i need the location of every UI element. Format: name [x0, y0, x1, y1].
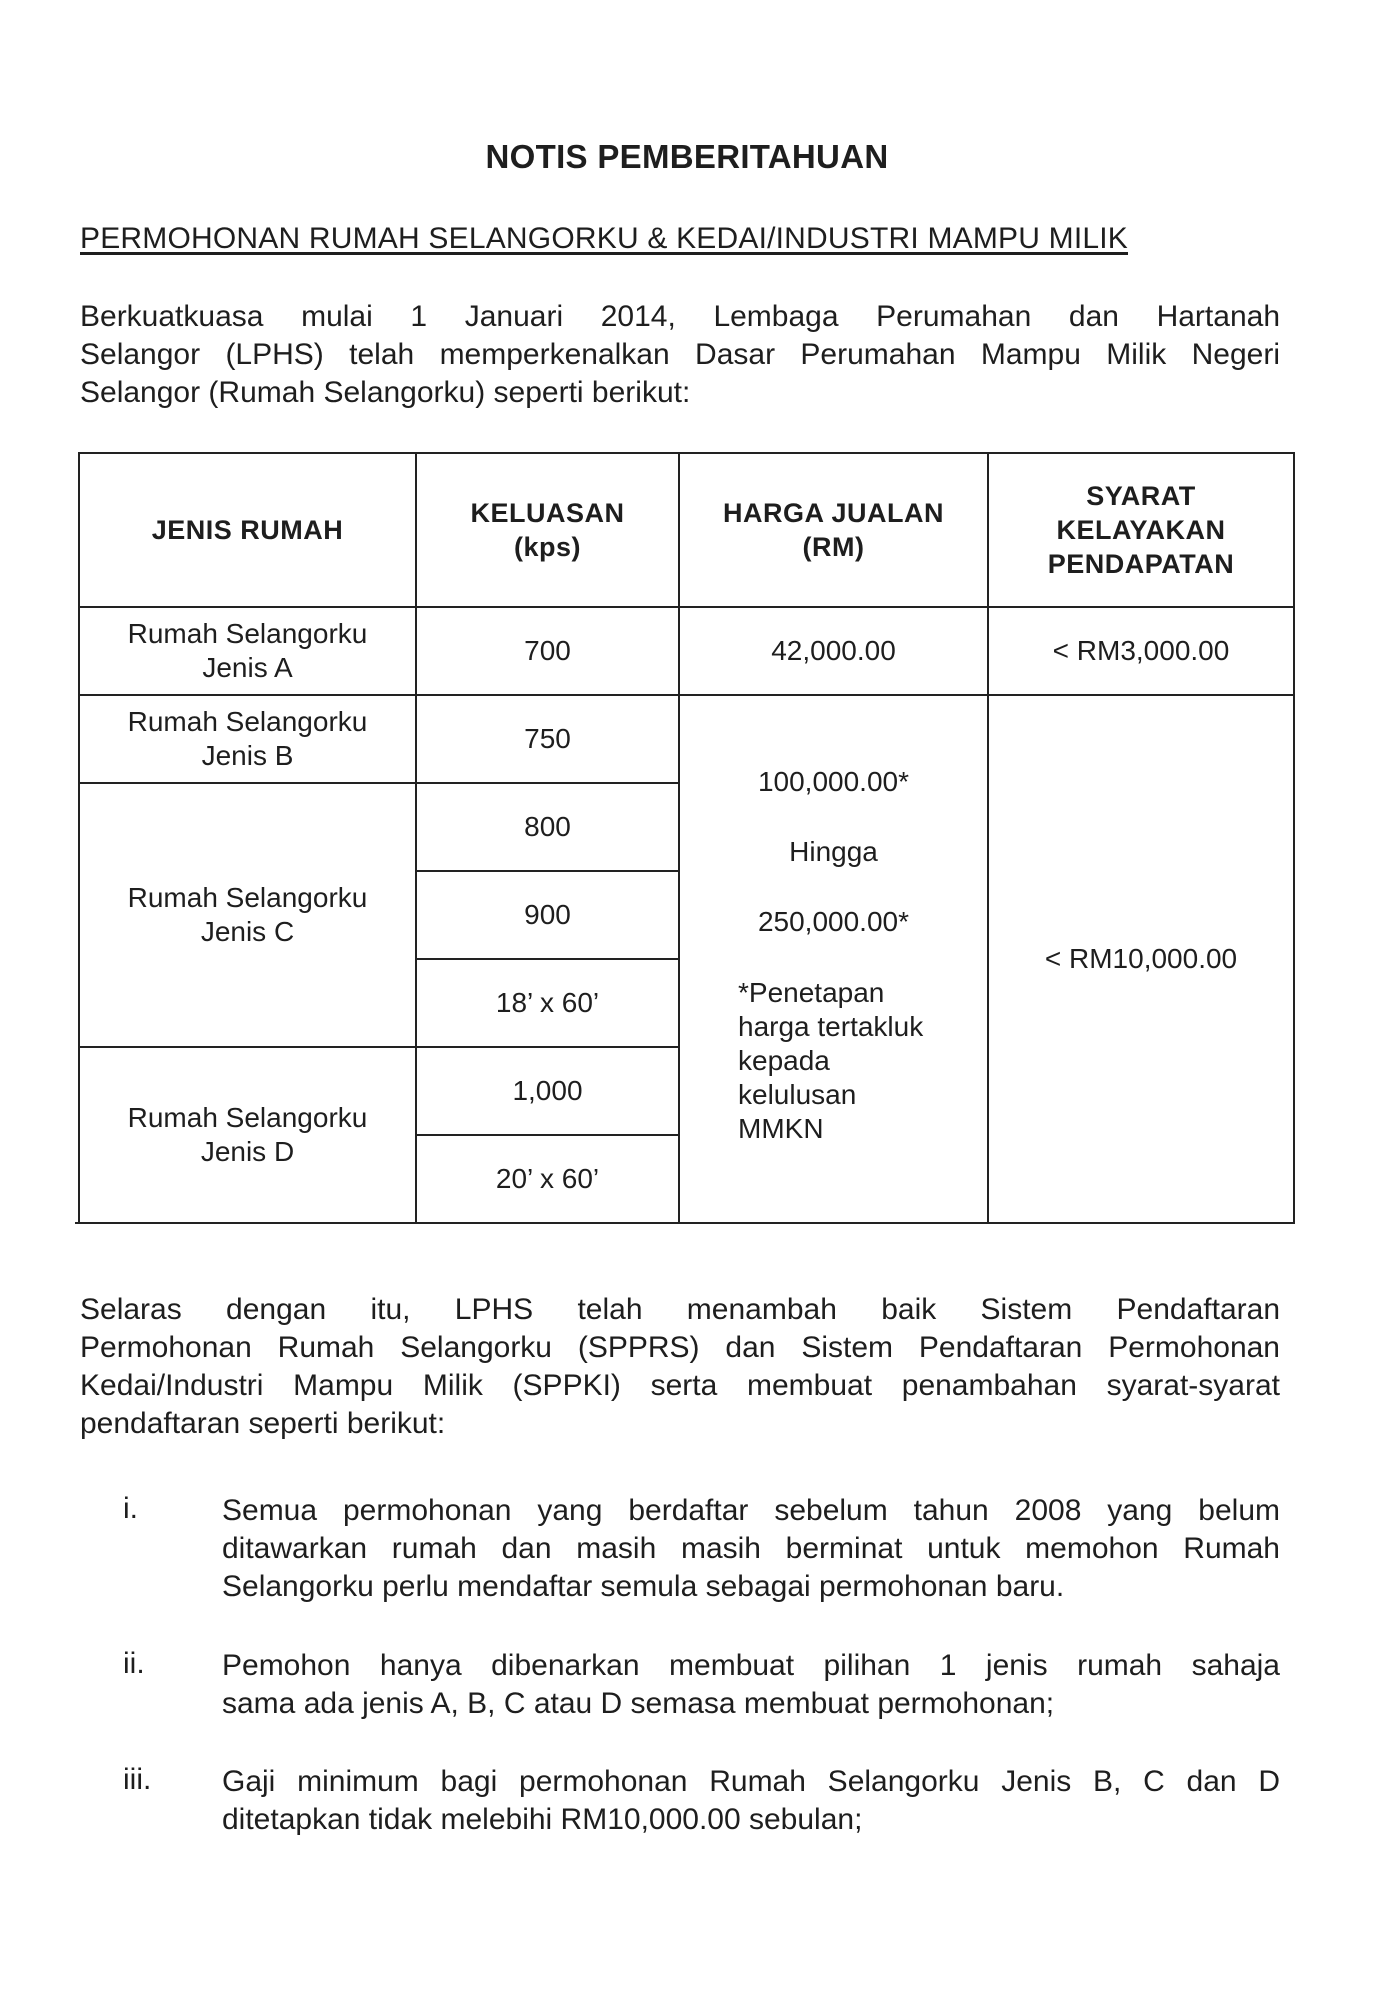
price-note-line: *Penetapan: [738, 977, 885, 1008]
row-divider: [415, 870, 680, 872]
notice-subtitle: PERMOHONAN RUMAH SELANGORKU & KEDAI/INDUSTRI MAMPU MILIK: [80, 222, 1129, 255]
type-text: Jenis A: [202, 652, 293, 683]
header-text: JENIS RUMAH: [151, 515, 344, 545]
type-text: Jenis D: [200, 1136, 295, 1167]
type-text: Jenis C: [200, 916, 295, 947]
item-number: ii.: [123, 1647, 145, 1680]
intro-line: Selangor (LPHS) telah memperkenalkan Dasar Perumahan Mampu Milik Negeri: [80, 338, 1280, 371]
item-line: Pemohon hanya dibenarkan membuat pilihan 1 jenis rumah sahaja: [222, 1649, 1280, 1682]
header-text: PENDAPATAN: [1047, 549, 1235, 579]
col-divider: [987, 452, 989, 1224]
type-text: Rumah Selangorku: [127, 882, 368, 913]
area-cell: 1,000: [512, 1075, 583, 1106]
type-a-cell: [80, 608, 415, 694]
row-divider: [415, 1134, 680, 1136]
table-border-left: [78, 452, 80, 1224]
area-cell: 700: [524, 635, 571, 666]
header-keluasan: [417, 454, 678, 606]
price-range-from: 100,000.00*: [757, 766, 910, 797]
header-jenis-rumah: [80, 454, 415, 606]
row-divider: [79, 782, 417, 784]
row-divider: [415, 782, 680, 784]
item-line: ditawarkan rumah dan masih masih berminat untuk memohon Rumah: [222, 1532, 1280, 1565]
list-item: [222, 1763, 1280, 1839]
header-text: KELUASAN: [470, 498, 625, 528]
table-border-right: [1293, 452, 1295, 1224]
header-text: (kps): [513, 532, 581, 562]
item-number: i.: [123, 1492, 138, 1525]
type-c-cell: [80, 784, 415, 1046]
income-bcd-cell: < RM10,000.00: [1044, 943, 1238, 974]
item-line: ditetapkan tidak melebihi RM10,000.00 sebulan;: [222, 1803, 863, 1836]
header-text: KELAYAKAN: [1056, 515, 1226, 545]
item-line: Gaji minimum bagi permohonan Rumah Selangorku Jenis B, C dan D: [222, 1765, 1280, 1798]
price-range-to: 250,000.00*: [757, 906, 910, 937]
header-text: (RM): [802, 532, 865, 562]
area-cell: 18’ x 60’: [495, 987, 600, 1018]
notice-title: NOTIS PEMBERITAHUAN: [485, 138, 889, 175]
header-harga-jualan: [680, 454, 987, 606]
price-note-line: kelulusan: [738, 1079, 857, 1110]
table-border-bottom: [75, 1222, 1295, 1224]
row-divider: [79, 694, 1295, 696]
price-a-cell: 42,000.00: [771, 635, 896, 666]
item-line: Semua permohonan yang berdaftar sebelum tahun 2008 yang belum: [222, 1494, 1280, 1527]
header-text: HARGA JUALAN: [723, 498, 944, 528]
list-item: [222, 1492, 1280, 1606]
price-note: [738, 976, 978, 1146]
item-line: Selangorku perlu mendaftar semula sebagai permohonan baru.: [222, 1570, 1065, 1603]
type-text: Rumah Selangorku: [127, 618, 368, 649]
price-note-line: MMKN: [738, 1113, 824, 1144]
area-cell: 900: [524, 899, 571, 930]
type-d-cell: [80, 1048, 415, 1222]
para2-line: Kedai/Industri Mampu Milik (SPPKI) serta membuat penambahan syarat-syarat: [80, 1369, 1280, 1402]
para2-line: Selaras dengan itu, LPHS telah menambah baik Sistem Pendaftaran: [80, 1293, 1280, 1326]
intro-line: Selangor (Rumah Selangorku) seperti berikut:: [80, 376, 691, 409]
header-syarat: [989, 454, 1293, 606]
income-a-cell: < RM3,000.00: [1052, 635, 1230, 666]
header-text: SYARAT: [1086, 481, 1196, 511]
price-note-line: kepada: [738, 1045, 830, 1076]
para2-line: pendaftaran seperti berikut:: [80, 1407, 446, 1440]
second-paragraph: [80, 1291, 1280, 1443]
item-number: iii.: [123, 1763, 152, 1796]
type-b-cell: [80, 696, 415, 782]
type-text: Jenis B: [201, 740, 294, 771]
col-divider: [415, 452, 417, 1224]
item-line: sama ada jenis A, B, C atau D semasa membuat permohonan;: [222, 1687, 1055, 1720]
table-border-top: [79, 452, 1295, 454]
area-cell: 800: [524, 811, 571, 842]
header-divider: [79, 606, 1295, 608]
list-item: [222, 1647, 1280, 1723]
row-divider: [415, 958, 680, 960]
area-cell: 750: [524, 723, 571, 754]
row-divider: [79, 1046, 417, 1048]
price-note-line: harga tertakluk: [738, 1011, 924, 1042]
para2-line: Permohonan Rumah Selangorku (SPPRS) dan Sistem Pendaftaran Permohonan: [80, 1331, 1280, 1364]
intro-paragraph: [80, 298, 1280, 412]
type-text: Rumah Selangorku: [127, 706, 368, 737]
intro-line: Berkuatkuasa mulai 1 Januari 2014, Lembaga Perumahan dan Hartanah: [80, 300, 1280, 333]
type-text: Rumah Selangorku: [127, 1102, 368, 1133]
area-cell: 20’ x 60’: [495, 1163, 600, 1194]
price-range-label: Hingga: [789, 836, 878, 867]
col-divider: [678, 452, 680, 1224]
row-divider: [415, 1046, 680, 1048]
